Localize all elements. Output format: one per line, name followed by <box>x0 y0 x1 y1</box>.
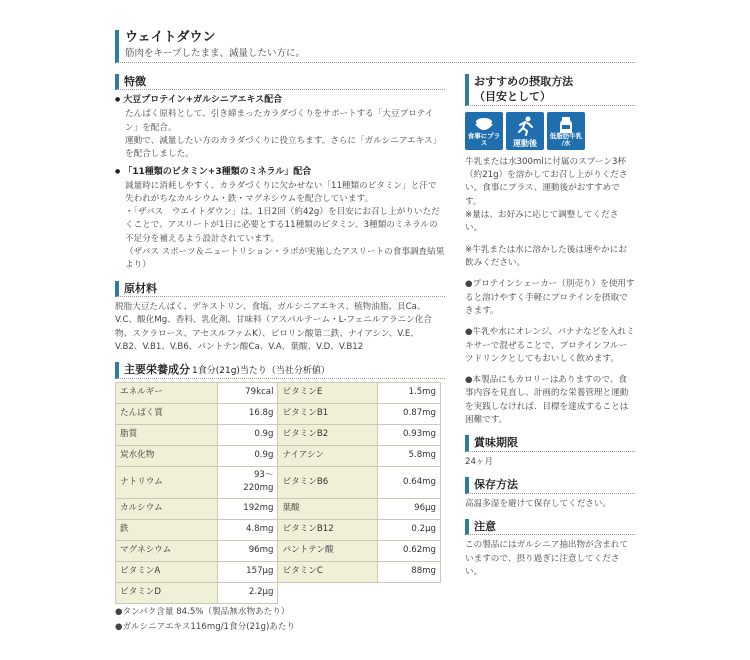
nutrient-value: 96mg <box>217 540 278 561</box>
feature-item <box>115 94 445 161</box>
nutrient-label: ナトリウム <box>116 466 218 498</box>
table-row <box>116 424 441 445</box>
nutrient-label: 葉酸 <box>278 498 378 519</box>
nutrient-value: 157μg <box>217 561 278 582</box>
features-title: 特徴 <box>115 74 445 90</box>
shelf-life-title: 賞味期限 <box>465 435 635 451</box>
intake-icon-milk <box>547 112 585 150</box>
feature-body: 減量時に消耗しやすく、カラダづくりに欠かせない「11種類のビタミン」と汗で失われがちなカルシウム・鉄・マグネシウムを配合しています。 ・「ザバス ウエイトダウン」は、1日2回（約42g）を目安にお召し上がりいただくことで、アスリートが1日に必要とする11種類のビタミン、3種類のミネラルの不足分を補えるよう設計されています。 （ザバス スポーツ＆ニュートリション・ラボが実施したアスリートの食事調査結果より） <box>125 180 445 271</box>
nutrient-label: パントテン酸 <box>278 540 378 561</box>
nutrient-value: 0.62mg <box>378 540 441 561</box>
materials-text: 脱脂大豆たんぱく、デキストリン、食塩、ガルシニアエキス、植物油脂、貝Ca、V.C、酸化Mg、香料、乳化剤、甘味料（アスパルテーム・L-フェニルアラニン化合物、スクラロース、アセスルファムK）、ピロリン酸第二鉄、ナイアシン、V.E、V.B2、V.B1、V.B6、パントテン酸Ca、V.A、葉酸、V.D、V.B12 <box>115 302 432 353</box>
nutrient-label: 鉄 <box>116 519 218 540</box>
nutrient-label: たんぱく質 <box>116 403 218 424</box>
nutrient-value: 5.8mg <box>378 445 441 466</box>
nutrition-note: ●タンパク含量 84.5%（製品無水物あたり） <box>115 606 290 617</box>
nutrient-value: 2.2μg <box>217 582 278 603</box>
nutrient-label: エネルギー <box>116 382 218 403</box>
storage-text: 高温多湿を避けて保存してください。 <box>465 498 612 509</box>
nutrient-value: 0.64mg <box>378 466 441 498</box>
nutrient-value: 0.93mg <box>378 424 441 445</box>
nutrient-label: ビタミンB2 <box>278 424 378 445</box>
runner-icon <box>514 116 536 136</box>
shelf-life-text: 24ヶ月 <box>465 456 494 467</box>
caution-text: この製品にはガルシニア抽出物が含まれていますので、摂り過ぎに注意してください。 <box>465 540 629 577</box>
nutrition-title-row <box>115 362 445 379</box>
intake-icon-label: 食事にプラス <box>467 131 501 148</box>
materials-title: 原材料 <box>115 281 445 297</box>
intake-paragraph: ※牛乳または水に溶かした後は速やかにお飲みください。 <box>465 244 627 268</box>
intake-icons <box>465 112 635 150</box>
table-row <box>116 582 441 603</box>
table-row <box>116 466 441 498</box>
nutrient-value: 4.8mg <box>217 519 278 540</box>
intake-icon-meal <box>465 112 503 150</box>
feature-item <box>115 166 445 273</box>
feature-heading: ● 「11種類のビタミン+3種類のミネラル」配合 <box>115 166 445 180</box>
nutrient-value: 0.9g <box>217 424 278 445</box>
nutrient-label: ビタミンA <box>116 561 218 582</box>
nutrient-value: 1.5mg <box>378 382 441 403</box>
intake-paragraph: ●牛乳や水にオレンジ、バナナなどを入れミキサーで混ぜることで、プロテインフルーツドリンクとしてもおいしく飲めます。 <box>465 327 635 364</box>
nutrition-table <box>115 382 441 604</box>
nutrient-label: ナイアシン <box>278 445 378 466</box>
nutrient-value: 0.87mg <box>378 403 441 424</box>
nutrient-value: 192mg <box>217 498 278 519</box>
nutrient-label: マグネシウム <box>116 540 218 561</box>
nutrient-label: ビタミンB6 <box>278 466 378 498</box>
shelf-life-section <box>465 435 635 469</box>
right-column <box>465 74 635 579</box>
caution-section <box>465 519 635 579</box>
nutrient-value: 93～ 220mg <box>217 466 278 498</box>
nutrient-label: ビタミンE <box>278 382 378 403</box>
nutrient-value: 88mg <box>378 561 441 582</box>
intake-title: おすすめの摂取方法 （目安として） <box>465 74 635 106</box>
nutrition-title: 主要栄養成分 <box>124 363 190 377</box>
left-column <box>115 74 445 634</box>
table-row <box>116 498 441 519</box>
intake-icon-label: 運動後 <box>513 138 537 148</box>
nutrition-title-note: 1食分(21g)当たり（当社分析値） <box>192 366 330 377</box>
intake-icon-label: 低脂肪牛乳 /水 <box>549 131 583 148</box>
intake-paragraph: ●プロテインシェーカー（別売り）を使用すると溶けやすく手軽にプロテインを摂取できます。 <box>465 279 635 316</box>
product-subtitle: 筋肉をキープしたまま、減量したい方に。 <box>125 47 306 59</box>
table-row <box>116 519 441 540</box>
nutrient-value: 0.9g <box>217 445 278 466</box>
nutrient-value: 96μg <box>378 498 441 519</box>
nutrient-label: 脂質 <box>116 424 218 445</box>
nutrient-label: ビタミンB1 <box>278 403 378 424</box>
product-title: ウェイトダウン <box>125 30 216 45</box>
features-list <box>115 94 445 272</box>
intake-icon-exercise <box>506 112 544 150</box>
nutrition-note: ●ガルシニアエキス116mg/1食分(21g)あたり <box>115 621 296 632</box>
product-header <box>115 30 635 63</box>
table-row <box>116 540 441 561</box>
nutrient-label: カルシウム <box>116 498 218 519</box>
intake-paragraph: 牛乳または水300mlに付属のスプーン3杯（約21g）を溶かしてお召し上がりください。食事にプラス、運動後がおすすめです。 ※量は、お好みに応じて調整してください。 <box>465 156 628 234</box>
empty-cell <box>278 582 441 603</box>
table-row <box>116 561 441 582</box>
feature-heading: ● 大豆プロテイン+ガルシニアエキス配合 <box>115 94 445 108</box>
storage-title: 保存方法 <box>465 477 635 493</box>
table-row <box>116 445 441 466</box>
storage-section <box>465 477 635 511</box>
nutrient-label: ビタミンC <box>278 561 378 582</box>
feature-body: たんぱく原料として、引き締まったカラダづくりをサポートする「大豆プロテイン」を配合。 運動で、減量したい方のカラダづくりに役立ちます。さらに「ガルシニアエキス」を配合しました。 <box>125 109 442 160</box>
table-row <box>116 382 441 403</box>
nutrient-value: 16.8g <box>217 403 278 424</box>
nutrition-notes <box>115 605 445 634</box>
nutrient-label: 炭水化物 <box>116 445 218 466</box>
nutrient-label: ビタミンD <box>116 582 218 603</box>
intake-paragraph: ●本製品にもカロリーはありますので、食事内容を見直し、計画的な栄養管理と運動を実践しなければ、目標を達成することは困難です。 <box>465 375 629 426</box>
nutrient-label: ビタミンB12 <box>278 519 378 540</box>
caution-title: 注意 <box>465 519 635 535</box>
table-row <box>116 403 441 424</box>
nutrient-value: 0.2μg <box>378 519 441 540</box>
nutrient-value: 79kcal <box>217 382 278 403</box>
